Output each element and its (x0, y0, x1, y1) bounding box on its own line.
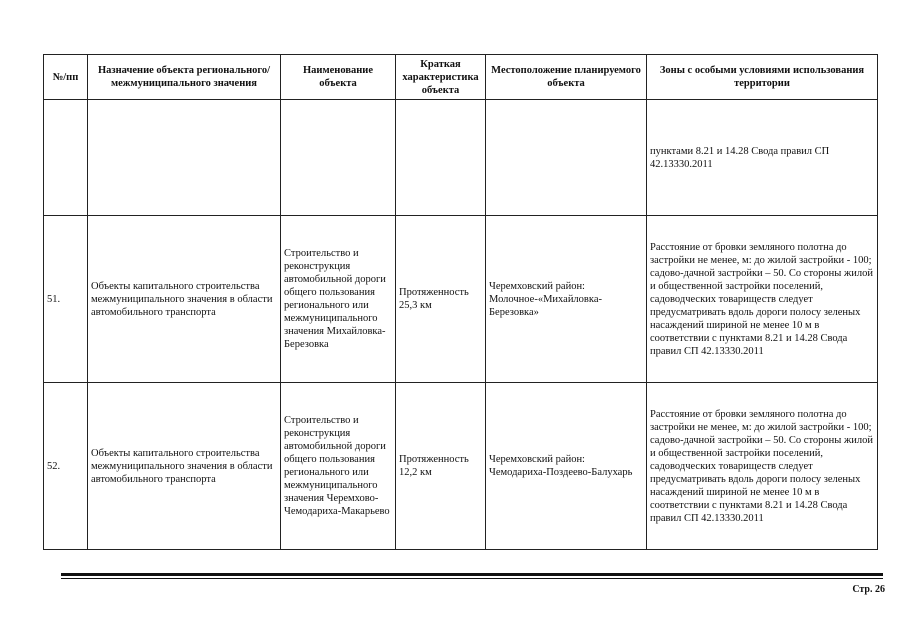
cell-location: Черемховский район: Чемодариха-Поздеево-Балухарь (486, 383, 647, 550)
header-name: Наименование объекта (281, 55, 396, 100)
cell-name: Строительство и реконструкция автомобильной дороги общего пользования регионального или межмуниципального значения Михайловка-Березовка (281, 216, 396, 383)
header-number: №/пп (44, 55, 88, 100)
cell-zones: Расстояние от бровки земляного полотна до застройки не менее, м: до жилой застройки - 100; садово-дачной застройки – 50. Со стороны жилой и общественной застройки поселений, садоводческих товариществ следует предусматривать вдоль дороги полосу зеленых насаждений шириной не менее 10 м в соответствии с пунктами 8.21 и 14.28 Свода правил СП 42.13330.2011 (647, 383, 878, 550)
page-number: Стр. 26 (852, 584, 885, 595)
header-location: Местоположение планируемого объекта (486, 55, 647, 100)
table-row (44, 383, 878, 550)
cell-number: 51. (44, 216, 88, 383)
cell-purpose: Объекты капитального строительства межмуниципального значения в области автомобильного транспорта (88, 216, 281, 383)
footer-divider-thin (61, 578, 883, 579)
cell-zones: Расстояние от бровки земляного полотна до застройки не менее, м: до жилой застройки - 100; садово-дачной застройки – 50. Со стороны жилой и общественной застройки поселений, садоводческих товариществ следует предусматривать вдоль дороги полосу зеленых насаждений шириной не менее 10 м в соответствии с пунктами 8.21 и 14.28 Свода правил СП 42.13330.2011 (647, 216, 878, 383)
header-characteristic: Краткая характеристика объекта (396, 55, 486, 100)
cell-purpose: Объекты капитального строительства межмуниципального значения в области автомобильного транспорта (88, 383, 281, 550)
cell-characteristic: Протяженность 25,3 км (396, 216, 486, 383)
header-row (44, 55, 878, 100)
footer-divider (61, 573, 883, 576)
cell-name: Строительство и реконструкция автомобильной дороги общего пользования регионального или межмуниципального значения Черемхово-Чемодариха-Макарьево (281, 383, 396, 550)
cell-number: 52. (44, 383, 88, 550)
table-row-continuation (44, 100, 878, 216)
cell-zones-continuation: пунктами 8.21 и 14.28 Свода правил СП 42.13330.2011 (647, 100, 878, 216)
cell-empty (396, 100, 486, 216)
cell-characteristic: Протяженность 12,2 км (396, 383, 486, 550)
header-purpose: Назначение объекта регионального/ межмуниципального значения (88, 55, 281, 100)
header-zones: Зоны с особыми условиями использования территории (647, 55, 878, 100)
cell-empty (281, 100, 396, 216)
document-table (43, 54, 878, 550)
cell-empty (44, 100, 88, 216)
cell-empty (486, 100, 647, 216)
table-row (44, 216, 878, 383)
cell-location: Черемховский район: Молочное-«Михайловка-Березовка» (486, 216, 647, 383)
cell-empty (88, 100, 281, 216)
